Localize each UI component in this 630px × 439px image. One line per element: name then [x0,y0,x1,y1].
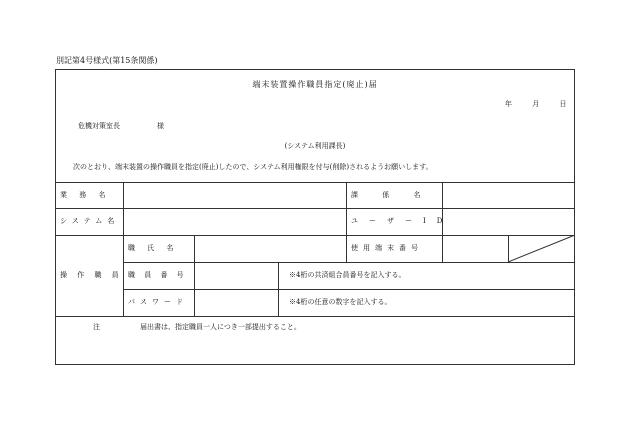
business-name-field[interactable] [124,183,345,207]
staff-number-field[interactable] [195,263,277,288]
user-id-label: ユーザーID [351,217,454,225]
section-name-field[interactable] [443,183,574,207]
staff-number-label: 職 員 番 号 [128,271,184,279]
system-name-label: システム名 [60,217,120,225]
password-field[interactable] [195,290,277,315]
addressee: 危機対策室長 [78,122,120,130]
date-line: 年 月 日 [505,100,567,108]
password-note: ※4桁の任意の数字を記入する。 [289,298,392,306]
operator-label: 操 作 職 員 [60,271,119,279]
system-name-field[interactable] [124,209,345,234]
addressee-honorific: 様 [157,122,164,130]
sub-addressee: (システム利用課長) [284,142,346,150]
staff-name-label: 職 氏 名 [128,244,174,252]
password-label: パスワード [128,298,188,306]
note-text: 届出書は、指定職員一人につき一部提出すること。 [140,323,301,331]
section-name-label: 課 係 名 [351,191,421,199]
user-id-field[interactable] [443,209,574,234]
business-name-label: 業 務 名 [60,191,106,199]
document-title: 端末装置操作職員指定(廃止)届 [252,80,378,89]
staff-number-note: ※4桁の共済組合員番号を記入する。 [289,271,406,279]
note-label: 注 [93,323,100,331]
terminal-number-label: 使用端末番号 [351,244,423,252]
request-body-text: 次のとおり、端末装置の操作職員を指定(廃止)したので、システム利用権限を付与(削除)されるようお願いします。 [73,163,433,171]
terminal-number-field[interactable] [443,236,507,261]
form-number-label: 別記第4号様式(第15条関係) [56,56,158,65]
staff-name-field[interactable] [195,236,345,261]
